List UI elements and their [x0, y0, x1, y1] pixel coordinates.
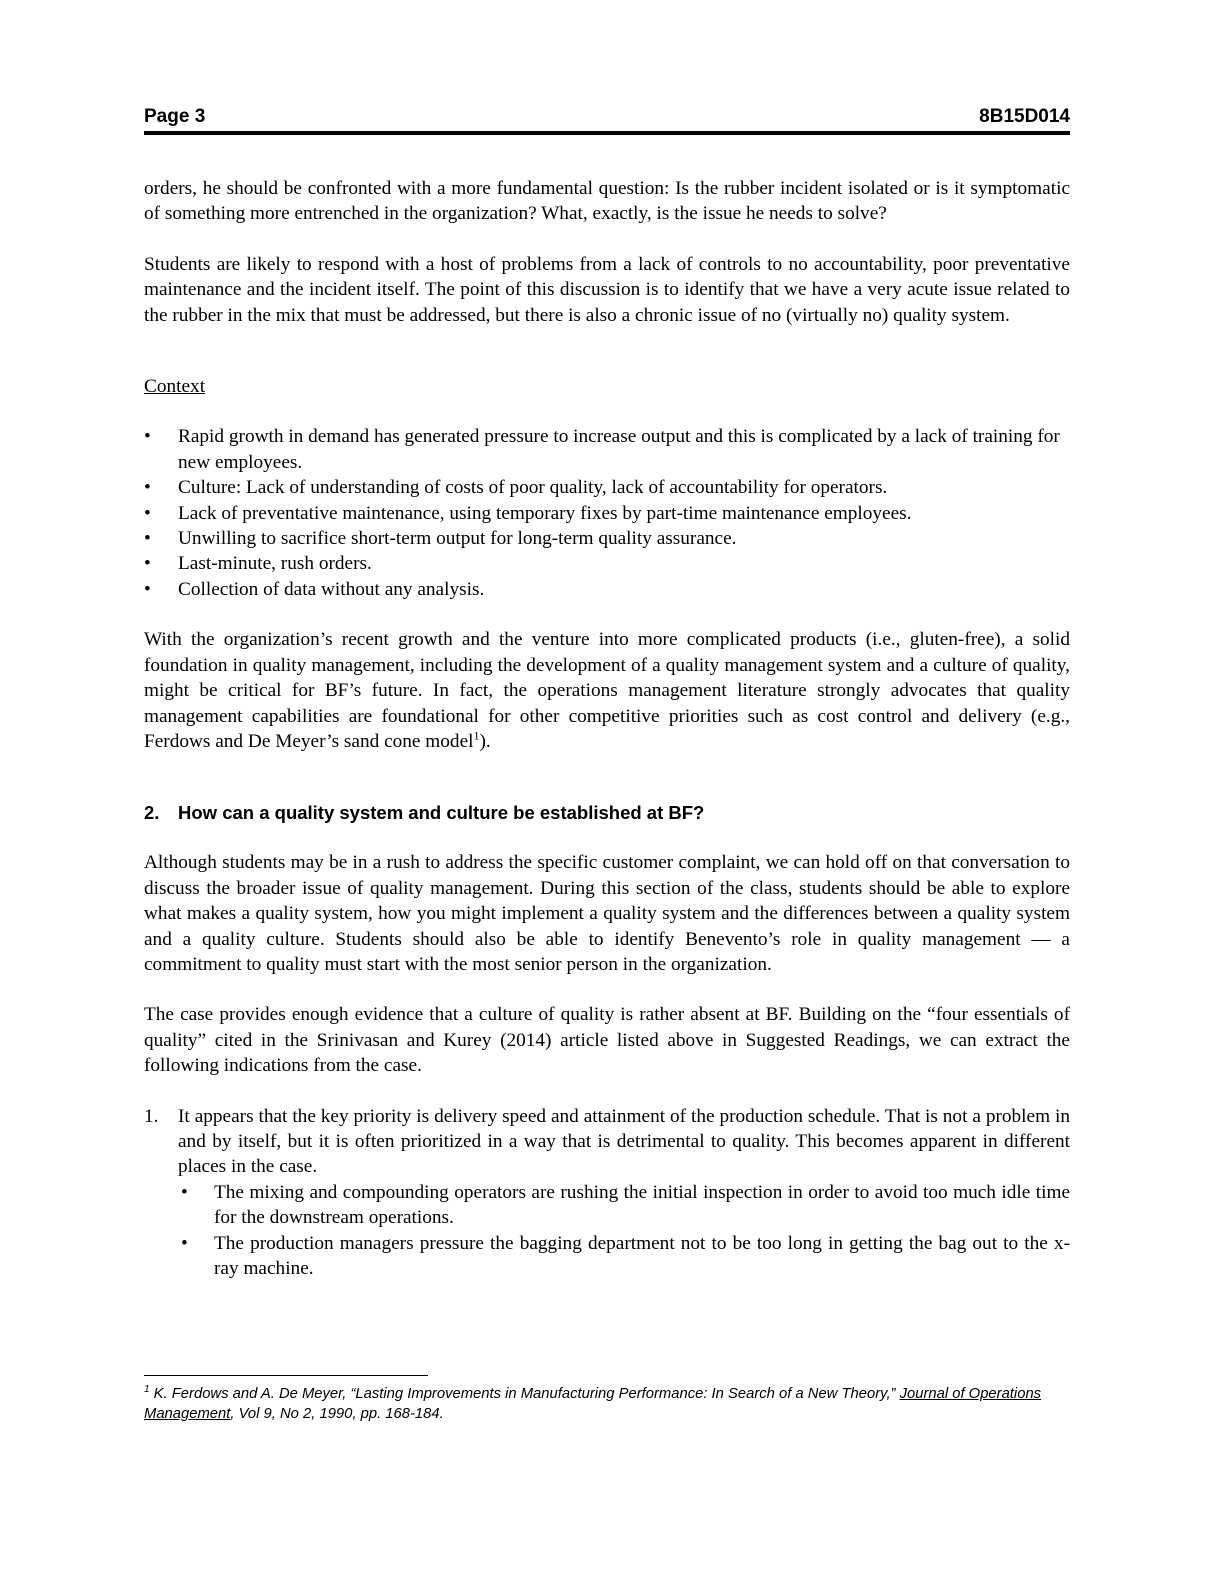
list-item: • Last-minute, rush orders. — [144, 551, 1070, 576]
footnote-rule — [144, 1375, 428, 1376]
document-page — [144, 0, 1070, 1584]
page-header — [144, 106, 1070, 132]
section-title: How can a quality system and culture be established at BF? — [178, 802, 705, 824]
list-item: • Lack of preventative maintenance, using temporary fixes by part-time maintenance employees. — [144, 501, 1070, 526]
list-item: • Rapid growth in demand has generated pressure to increase output and this is complicated by a lack of training for new employees. — [144, 424, 1070, 475]
section-heading — [144, 800, 1070, 825]
sub-bullet-list — [178, 1180, 1070, 1282]
list-item: • Collection of data without any analysis. — [144, 577, 1070, 602]
list-item: • Unwilling to sacrifice short-term output for long-term quality assurance. — [144, 526, 1070, 551]
paragraph-growth: With the organization’s recent growth and the venture into more complicated products (i.e., gluten-free), a solid foundation in quality management, including the development of a quality management system and a culture of quality, might be critical for BF’s future. In fact, the operations management literature strongly advocates that quality management capabilities are foundational for other competitive priorities such as cost control and delivery (e.g., Ferdows and De Meyer’s sand cone model$^1$). — [144, 629, 1070, 752]
footnote-marker: 1 — [144, 1384, 150, 1396]
paragraph-case-evidence: The case provides enough evidence that a culture of quality is rather absent at BF. Building on the “four essentials of quality” cited in the Srinivasan and Kurey (2014) article listed above in Suggested Readings, we can extract the following indications from the case. — [144, 1004, 1070, 1077]
page-body — [144, 176, 1070, 1281]
paragraph-students-respond: Students are likely to respond with a host of problems from a lack of controls to no accountability, poor preventative maintenance and the incident itself. The point of this discussion is to identify that we have a very acute issue related to the rubber in the mix that must be addressed, but there is also a chronic issue of no (virtually no) quality system. — [144, 253, 1070, 326]
context-heading: Context — [144, 376, 206, 398]
page-number: Page 3 — [144, 106, 206, 127]
item-text: It appears that the key priority is delivery speed and attainment of the production schedule. That is not a problem in and by itself, but it is often prioritized in a way that is detrimental to quality. This becomes apparent in different places in the case. — [178, 1105, 1070, 1178]
footnote-reference: 1 — [473, 728, 480, 743]
list-item — [144, 1104, 1070, 1282]
list-item: • Culture: Lack of understanding of costs of poor quality, lack of accountability for operators. — [144, 475, 1070, 500]
list-item: • The mixing and compounding operators are rushing the initial inspection in order to avoid too much idle time for the downstream operations. — [178, 1180, 1070, 1231]
document-code: 8B15D014 — [979, 106, 1070, 127]
paragraph-intro: orders, he should be confronted with a more fundamental question: Is the rubber incident isolated or is it symptomatic of something more entrenched in the organization? What, exactly, is the issue he needs to solve? — [144, 178, 1070, 225]
header-rule — [144, 131, 1070, 135]
paragraph-broader-issue: Although students may be in a rush to address the specific customer complaint, we can hold off on that conversation to discuss the broader issue of quality management. During this section of the class, students should be able to explore what makes a quality system, how you might implement a quality system and the differences between a quality system and a quality culture. Students should also be able to identify Benevento’s role in quality management — a commitment to quality must start with the most senior person in the organization. — [144, 852, 1070, 975]
context-bullet-list — [144, 424, 1070, 602]
list-item: • The production managers pressure the bagging department not to be too long in getting the bag out to the x-ray machine. — [178, 1231, 1070, 1282]
item-number: 1. — [144, 1105, 159, 1127]
indications-list — [144, 1104, 1070, 1282]
footnote: $^1$ K. Ferdows and A. De Meyer, “Lasting Improvements in Manufacturing Performance: In Search of a New Theory,” Journal of Operations Management, Vol 9, No 2, 1990, pp. 168-184. — [144, 1384, 1042, 1422]
journal-title: Journal of Operations Management — [144, 1386, 1042, 1422]
section-number: 2. — [144, 802, 160, 824]
